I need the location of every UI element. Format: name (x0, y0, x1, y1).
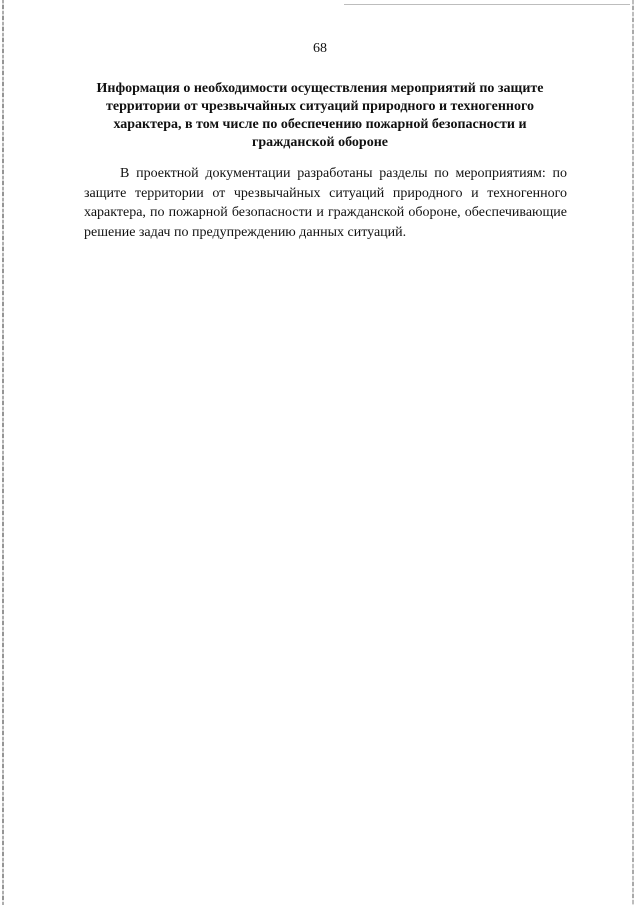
scan-edge-right (632, 0, 634, 905)
document-heading (70, 80, 570, 152)
page-number: 68 (313, 41, 327, 56)
heading-line: территории от чрезвычайных ситуаций природного и техногенного (106, 99, 534, 114)
scan-edge-top (344, 4, 630, 5)
heading-line: характера, в том числе по обеспечению пожарной безопасности и (113, 117, 527, 132)
scan-edge-left (2, 0, 4, 905)
body-paragraph: В проектной документации разработаны разделы по мероприятиям: по защите территории от чрезвычайных ситуаций природного и техногенного характера, по пожарной безопасности и гражданской обороне, обеспечивающие решение задач по предупреждению данных ситуаций. (84, 166, 567, 240)
heading-line: гражданской обороне (252, 135, 388, 150)
heading-line: Информация о необходимости осуществления мероприятий по защите (96, 81, 544, 96)
